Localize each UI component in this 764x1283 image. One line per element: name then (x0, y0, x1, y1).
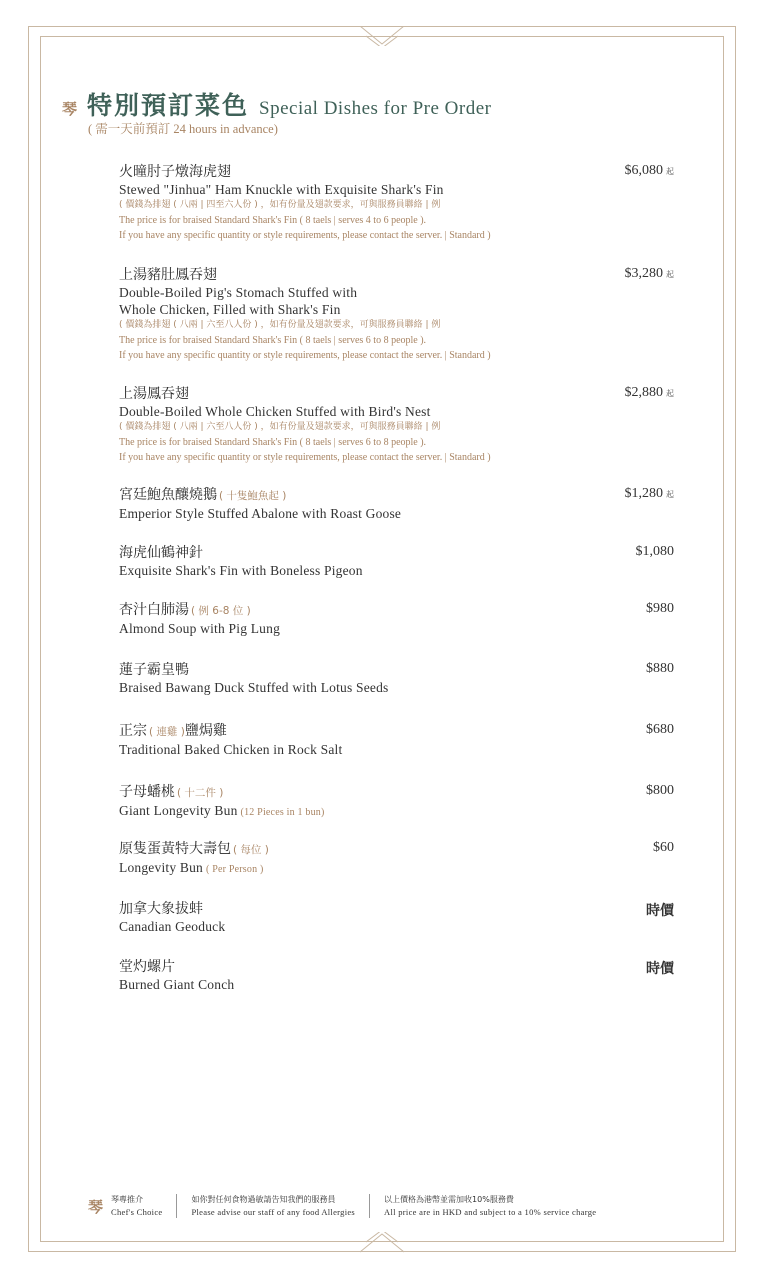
dish-price-value: 時價 (646, 961, 674, 977)
dish-price-value: $1,280 (624, 486, 663, 501)
dish-name-zh (119, 840, 674, 859)
menu-item (119, 163, 674, 243)
dish-price (636, 544, 675, 560)
dish-price (646, 722, 674, 738)
service-charge-zh: 以上價格為港幣並需加收10%服務費 (384, 1195, 514, 1204)
dish-name-zh-text: 宮廷鮑魚釀燒鵝 (119, 487, 217, 503)
service-charge-notice (384, 1194, 596, 1218)
menu-item (119, 544, 674, 579)
dish-name-zh (119, 601, 674, 620)
dish-price (646, 661, 674, 677)
dish-name-zh-text: 正宗 (119, 723, 147, 739)
dish-name-zh-text: 蓮子霸皇鴨 (119, 662, 189, 678)
chef-choice-zh: 琴專推介 (111, 1195, 144, 1204)
dish-name-en (119, 284, 674, 301)
dish-name-zh (119, 783, 674, 802)
dish-price-value: $800 (646, 783, 674, 798)
dish-name-zh-text: 加拿大象拔蚌 (119, 901, 203, 917)
dish-price (625, 266, 675, 282)
footer-divider (176, 1194, 177, 1218)
dish-portion-note: ( 十二件 ) (177, 787, 224, 799)
menu-item (119, 840, 674, 878)
dish-name-en (119, 859, 674, 878)
dish-portion-note: ( 十隻鮑魚起 ) (219, 490, 287, 502)
title-english: Special Dishes for Pre Order (259, 98, 492, 119)
dish-name-zh-suffix: 鹽焗雞 (184, 723, 227, 739)
bottom-notch-ornament (360, 1232, 404, 1256)
dish-price-value: $6,080 (624, 163, 663, 178)
price-note-zh: ( 價錢為排翅 ( 八兩 | 六至八人份 ) ，如有份量及翅款要求，可與服務員聯絡 | 例 (119, 320, 441, 330)
price-from-suffix: 起 (666, 490, 674, 499)
dish-price-value: 時價 (646, 903, 674, 919)
dish-name-en (119, 976, 674, 993)
dish-price (625, 385, 675, 401)
price-note-en: If you have any specific quantity or style requirements, please contact the server. | Standard ) (119, 350, 491, 361)
dish-name-zh-text: 堂灼螺片 (119, 959, 175, 975)
dish-name-en-text: Giant Longevity Bun (119, 803, 238, 818)
menu-item (119, 900, 674, 935)
menu-item (119, 722, 674, 758)
dish-en-note: ( Per Person ) (205, 864, 264, 875)
dish-name-en (119, 802, 674, 821)
dish-portion-note: ( 每位 ) (233, 844, 269, 856)
dish-name-en (119, 505, 674, 522)
footer-divider (369, 1194, 370, 1218)
menu-item (119, 601, 674, 637)
dish-price (646, 601, 674, 617)
dish-name-en-text: Longevity Bun (119, 860, 203, 875)
price-from-suffix: 起 (666, 167, 674, 176)
price-note-zh: ( 價錢為排翅 ( 八兩 | 六至八人份 ) ，如有份量及翅款要求，可與服務員聯絡 | 例 (119, 422, 441, 432)
service-charge-en: All price are in HKD and subject to a 10% service charge (384, 1207, 597, 1217)
chef-choice-en: Chef's Choice (111, 1207, 163, 1217)
dish-name-en (119, 562, 674, 579)
dish-name-en-text: Almond Soup with Pig Lung (119, 621, 281, 636)
dish-name-en-text: Whole Chicken, Filled with Shark's Fin (119, 302, 341, 317)
dish-name-zh-text: 海虎仙鶴神針 (119, 545, 203, 561)
allergy-notice (191, 1194, 355, 1218)
dish-name-zh (119, 544, 674, 562)
price-from-suffix: 起 (666, 389, 674, 398)
dish-name-en-text: Burned Giant Conch (119, 977, 235, 992)
dish-name-en (119, 403, 674, 420)
chef-choice-legend (111, 1194, 162, 1218)
dish-name-zh (119, 661, 674, 679)
allergy-notice-en: Please advise our staff of any food Allergies (191, 1207, 356, 1217)
dish-price-value: $60 (653, 840, 674, 855)
dish-name-zh (119, 486, 674, 505)
dish-name-zh-text: 火曈肘子燉海虎翅 (119, 164, 231, 180)
dish-name-en-text: Canadian Geoduck (119, 919, 226, 934)
dish-name-zh (119, 958, 674, 976)
menu-item (119, 958, 674, 993)
dish-name-zh-text: 上湯豬肚鳳吞翅 (119, 267, 217, 283)
dish-name-en (119, 301, 674, 318)
dish-price-value: $1,080 (635, 544, 674, 559)
dish-name-zh-text: 原隻蛋黃特大壽包 (119, 841, 231, 857)
dish-name-en-text: Double-Boiled Pig's Stomach Stuffed with (119, 285, 358, 300)
dish-name-zh (119, 163, 674, 181)
dish-price (646, 900, 674, 920)
footer-logo-icon: 琴 (88, 1197, 104, 1216)
menu-item (119, 783, 674, 821)
dish-name-en-text: Double-Boiled Whole Chicken Stuffed with Bird's Nest (119, 404, 431, 419)
price-note-en: If you have any specific quantity or style requirements, please contact the server. | Standard ) (119, 230, 491, 241)
dish-name-zh (119, 722, 674, 741)
dish-name-en-text: Exquisite Shark's Fin with Boneless Pigeon (119, 563, 363, 578)
dish-price (646, 783, 674, 799)
dish-name-en (119, 741, 674, 758)
dish-portion-note: ( 連雞 ) (149, 726, 185, 738)
dish-price (646, 958, 674, 978)
dish-price-value: $2,880 (624, 385, 663, 400)
dish-price (653, 840, 674, 856)
menu-item (119, 266, 674, 363)
dish-price (625, 486, 675, 502)
price-note-en: The price is for braised Standard Shark's Fin ( 8 taels | serves 6 to 8 people ). (119, 335, 427, 346)
allergy-notice-zh: 如你對任何食物過敏請告知我們的服務員 (191, 1195, 336, 1204)
dish-name-en (119, 181, 674, 198)
footer (88, 1190, 596, 1222)
dish-name-zh (119, 385, 674, 403)
dish-price-value: $3,280 (624, 266, 663, 281)
dish-name-zh-text: 杏汁白肺湯 (119, 602, 189, 618)
menu-item (119, 661, 674, 696)
dish-price-value: $880 (646, 661, 674, 676)
dish-portion-note: ( 例 6-8 位 ) (191, 605, 251, 617)
dish-name-zh (119, 266, 674, 284)
dish-name-en (119, 679, 674, 696)
dish-en-note: (12 Pieces in 1 bun) (240, 807, 325, 818)
price-note-en: The price is for braised Standard Shark's Fin ( 8 taels | serves 6 to 8 people ). (119, 437, 427, 448)
dish-name-zh (119, 900, 674, 918)
price-note-zh: ( 價錢為排翅 ( 八兩 | 四至六人份 ) ，如有份量及翅款要求，可與服務員聯絡 | 例 (119, 200, 441, 210)
dish-name-en-text: Emperior Style Stuffed Abalone with Roast Goose (119, 506, 402, 521)
page-title (62, 86, 491, 120)
restaurant-logo-icon: 琴 (62, 100, 78, 118)
dish-name-en (119, 918, 674, 935)
dish-name-en-text: Traditional Baked Chicken in Rock Salt (119, 742, 343, 757)
dish-price (625, 163, 675, 179)
dish-price-value: $680 (646, 722, 674, 737)
price-note-en: The price is for braised Standard Shark's Fin ( 8 taels | serves 4 to 6 people ). (119, 215, 427, 226)
title-chinese: 特別預訂菜色 (87, 91, 250, 120)
dish-name-zh-text: 上湯鳳吞翅 (119, 386, 189, 402)
top-notch-ornament (360, 22, 404, 46)
menu-item (119, 486, 674, 522)
dish-name-en-text: Stewed "Jinhua" Ham Knuckle with Exquisite Shark's Fin (119, 182, 444, 197)
dish-name-en (119, 620, 674, 637)
price-note-en: If you have any specific quantity or style requirements, please contact the server. | Standard ) (119, 452, 491, 463)
dish-name-zh-text: 子母蟠桃 (119, 784, 175, 800)
pre-order-notice: ( 需一天前預訂 24 hours in advance) (88, 122, 278, 136)
dish-price-value: $980 (646, 601, 674, 616)
menu-item (119, 385, 674, 465)
price-from-suffix: 起 (666, 270, 674, 279)
dish-name-en-text: Braised Bawang Duck Stuffed with Lotus Seeds (119, 680, 389, 695)
